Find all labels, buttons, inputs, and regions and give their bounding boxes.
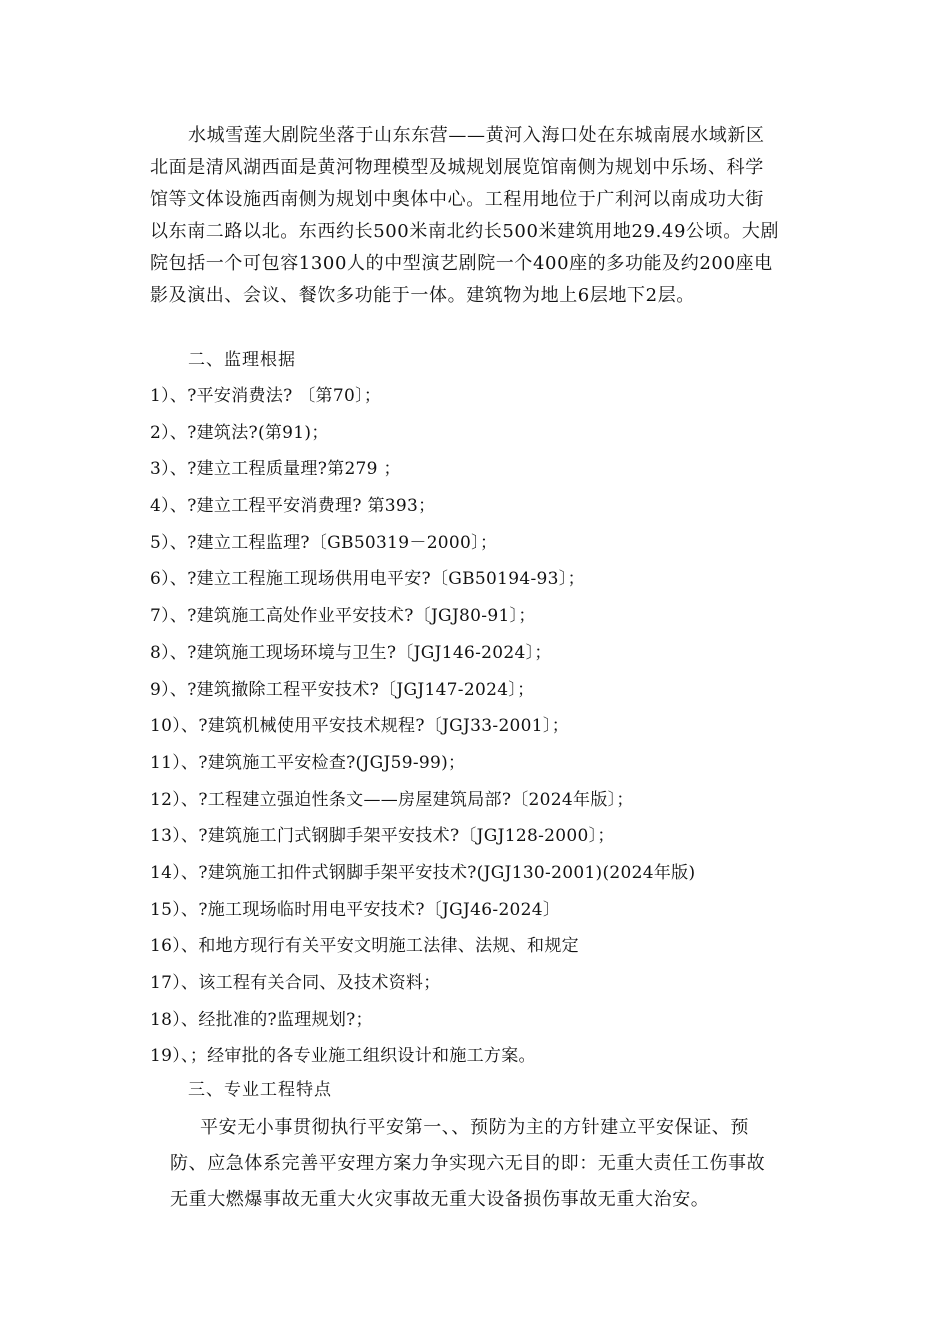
intro-line: 北面是清风湖西面是黄河物理模型及城规划展览馆南侧为规划中乐场、科学	[150, 157, 764, 178]
section-heading-basis: 二、监理根据	[188, 350, 296, 370]
list-item: 9）、?建筑撤除工程平安技术?〔JGJ147-2024〕；	[150, 679, 535, 700]
list-item: 19）、；经审批的各专业施工组织设计和施工方案。	[150, 1046, 536, 1067]
list-item: 10）、?建筑机械使用平安技术规程?〔JGJ33-2001〕；	[150, 716, 570, 737]
intro-line: 以东南二路以北。东西约长500米南北约长500米建筑用地29.49公顷。大剧	[150, 221, 780, 242]
list-item: 2）、?建筑法?(第91)；	[150, 422, 329, 443]
list-item: 15）、?施工现场临时用电平安技术?〔JGJ46-2024〕	[150, 899, 561, 920]
safety-line: 防、应急体系完善平安理方案力争实现六无目的即：无重大责任工伤事故	[170, 1153, 766, 1174]
list-item: 7）、?建筑施工高处作业平安技术?〔JGJ80-91〕；	[150, 606, 536, 627]
intro-line: 院包括一个可包容1300人的中型演艺剧院一个400座的多功能及约200座电	[150, 253, 773, 274]
list-item: 18）、经批准的?监理规划?；	[150, 1009, 373, 1030]
basis-list	[150, 384, 830, 1081]
intro-line: 水城雪莲大剧院坐落于山东东营——黄河入海口处在东城南展水域新区	[188, 125, 765, 146]
list-item: 1）、?平安消费法? 〔第70〕；	[150, 386, 382, 406]
list-item: 8）、?建筑施工现场环境与卫生?〔JGJ146-2024〕；	[150, 642, 552, 663]
list-item: 13）、?建筑施工门式钢脚手架平安技术?〔JGJ128-2000〕；	[150, 826, 615, 847]
intro-line: 影及演出、会议、餐饮多功能于一体。建筑物为地上6层地下2层。	[150, 285, 695, 306]
safety-line: 无重大燃爆事故无重大火灾事故无重大设备损伤事故无重大治安。	[170, 1189, 710, 1210]
list-item: 12）、?工程建立强迫性条文——房屋建筑局部?〔2024年版〕；	[150, 789, 634, 810]
list-item: 5）、?建立工程监理?〔GB50319－2000〕；	[150, 532, 498, 553]
list-item: 3）、?建立工程质量理?第279 ；	[150, 459, 401, 480]
section-heading-features: 三、专业工程特点	[188, 1080, 332, 1100]
list-item: 4）、?建立工程平安消费理? 第393；	[150, 496, 436, 517]
list-item: 17）、该工程有关合同、及技术资料；	[150, 973, 441, 993]
list-item: 14）、?建筑施工扣件式钢脚手架平安技术?(JGJ130-2001)(2024年版)	[150, 862, 696, 883]
list-item: 11）、?建筑施工平安检查?(JGJ59-99)；	[150, 752, 466, 773]
intro-paragraph	[150, 120, 800, 312]
safety-line: 平安无小事贯彻执行平安第一、、预防为主的方针建立平安保证、预	[200, 1117, 749, 1138]
safety-paragraph	[170, 1110, 810, 1218]
list-item: 6）、?建立工程施工现场供用电平安?〔GB50194-93〕；	[150, 569, 585, 590]
list-item: 16）、和地方现行有关平安文明施工法律、法规、和规定	[150, 936, 579, 957]
intro-line: 馆等文体设施西南侧为规划中奥体中心。工程用地位于广利河以南成功大街	[150, 189, 764, 210]
